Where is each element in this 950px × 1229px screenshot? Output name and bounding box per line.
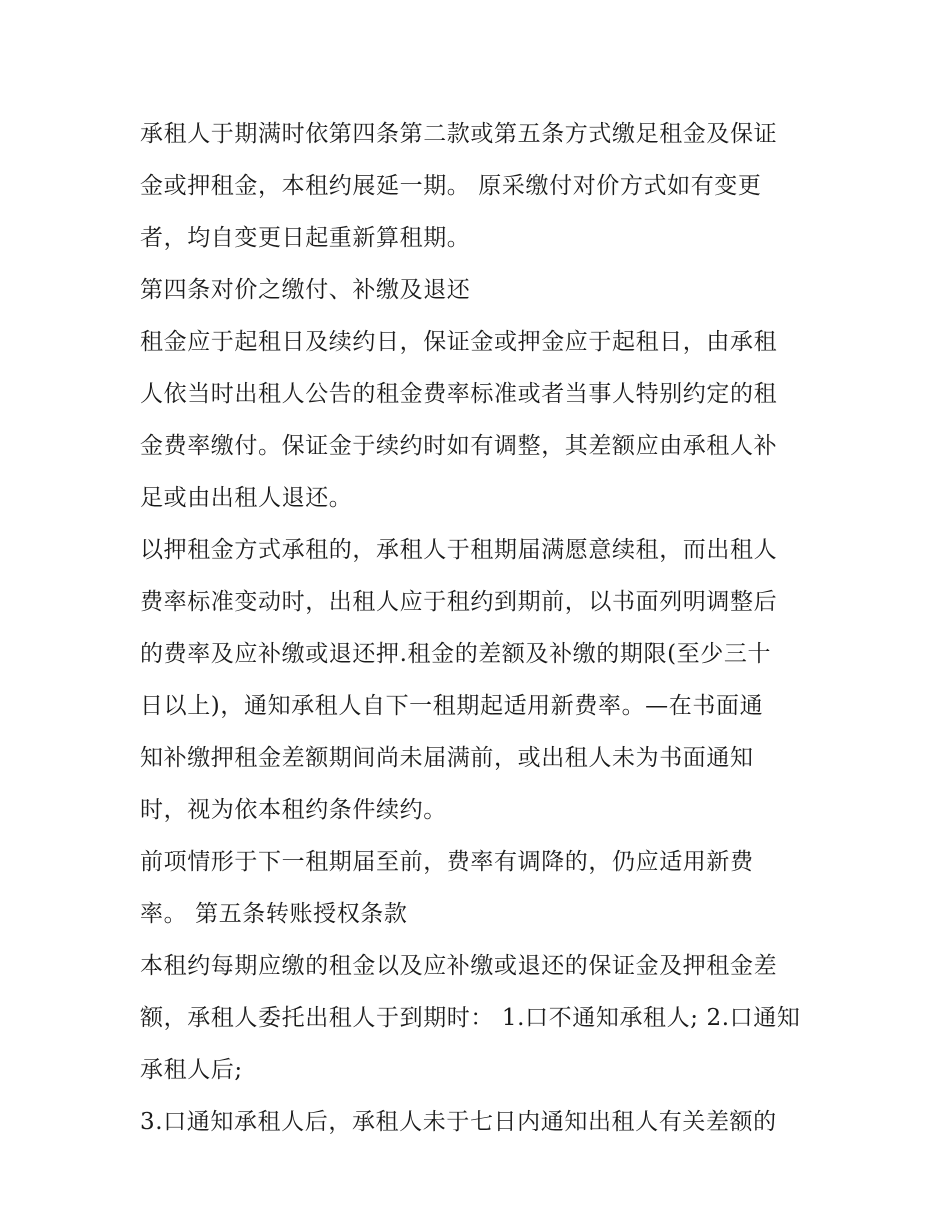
text-line: 承租人后; xyxy=(140,1057,243,1083)
text-line: 足或由出租人退还。 xyxy=(140,485,353,511)
text-line: 的费率及应补缴或退还押.租金的差额及补缴的期限(至少三十 xyxy=(140,641,772,667)
text-line: 承租人于期满时依第四条第二款或第五条方式缴足租金及保证 xyxy=(140,121,778,147)
section-heading: 第四条对价之缴付、补缴及退还 xyxy=(140,277,471,303)
text-line: 者，均自变更日起重新算租期。 xyxy=(140,225,471,251)
text-line: 日以上)，通知承租人自下一租期起适用新费率。—在书面通 xyxy=(140,693,764,719)
document-body xyxy=(140,108,820,1148)
text-line: 前项情形于下一租期届至前，费率有调降的，仍应适用新费 xyxy=(140,849,754,875)
text-line: 知补缴押租金差额期间尚未届满前，或出租人未为书面通知 xyxy=(140,745,754,771)
text-line: 时，视为依本租约条件续约。 xyxy=(140,797,447,823)
text-line: 租金应于起租日及续约日，保证金或押金应于起租日，由承租 xyxy=(140,329,778,355)
text-line: 金或押租金，本租约展延一期。 原采缴付对价方式如有变更 xyxy=(140,173,762,199)
text-line: 3.口通知承租人后，承租人未于七日内通知出租人有关差额的 xyxy=(140,1109,777,1135)
text-line: 金费率缴付。保证金于续约时如有调整，其差额应由承租人补 xyxy=(140,433,778,459)
text-line: 率。 第五条转账授权条款 xyxy=(140,901,408,927)
text-line: 额，承租人委托出租人于到期时： 1.口不通知承租人; 2.口通知 xyxy=(140,1005,801,1031)
text-line: 本租约每期应缴的租金以及应补缴或退还的保证金及押租金差 xyxy=(140,953,778,979)
text-line: 费率标准变动时，出租人应于租约到期前，以书面列明调整后 xyxy=(140,589,778,615)
text-line: 人依当时出租人公告的租金费率标准或者当事人特别约定的租 xyxy=(140,381,778,407)
text-line: 以押租金方式承租的，承租人于租期届满愿意续租，而出租人 xyxy=(140,537,778,563)
